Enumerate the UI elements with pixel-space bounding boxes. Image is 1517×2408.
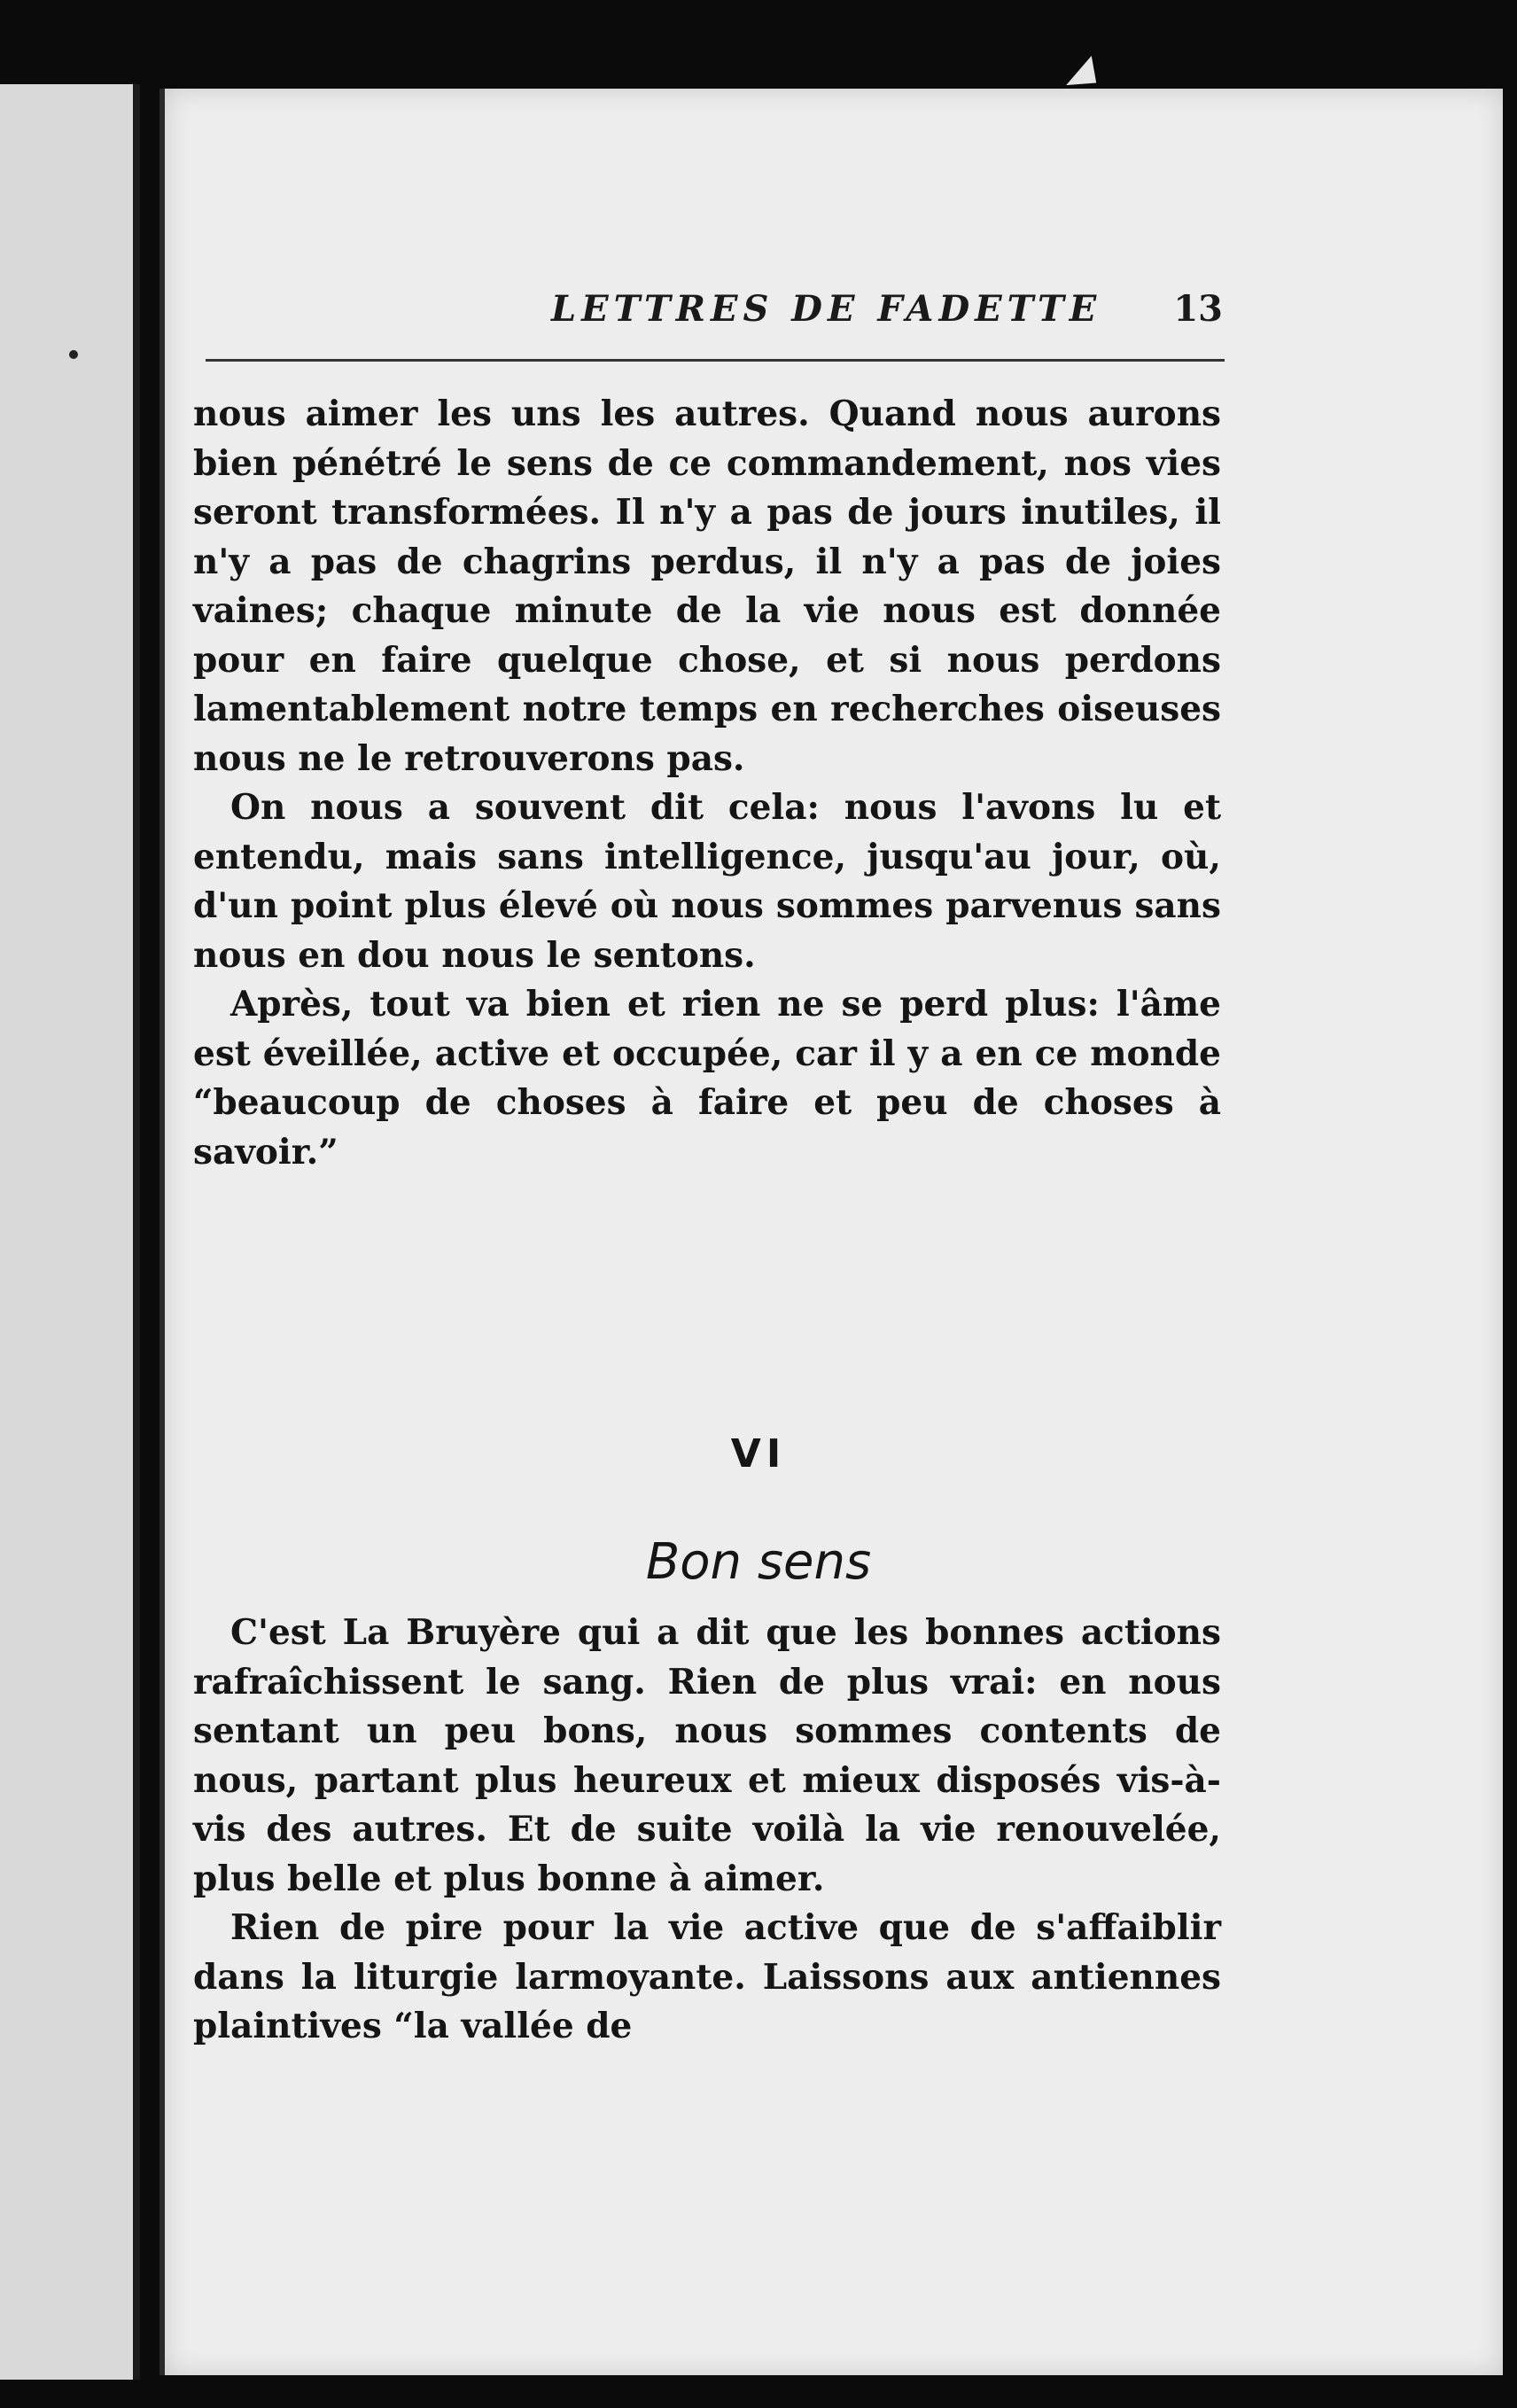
paragraph: On nous a souvent dit cela: nous l'avons lu et entendu, mais sans intelligence, jusqu'au jour, où, d'un point plus élevé où nous sommes parvenus sans nous en dou nous le sentons. bbox=[193, 787, 1221, 976]
body-text-section-1 bbox=[193, 390, 1221, 1177]
chapter-title: Bon sens bbox=[645, 1533, 872, 1591]
paragraph: nous aimer les uns les autres. Quand nous aurons bien pénétré le sens de ce commandement, nos vies seront transformées. Il n'y a pas de jours inutiles, il n'y a pas de chagrins perdus, il n'y a pas de joies vaines; chaque minute de la vie nous est donnée pour en faire quelque chose, et si nous perdons lamentablement notre temps en recherches oiseuses nous ne le retrouverons pas. bbox=[193, 394, 1221, 779]
header-rule bbox=[206, 359, 1225, 362]
running-title: LETTRES DE FADETTE bbox=[551, 288, 1102, 330]
scan-speck bbox=[69, 350, 78, 359]
paragraph: Après, tout va bien et rien ne se perd plus: l'âme est éveillée, active et occupée, car il y a en ce monde “beaucoup de choses à faire et peu de choses à savoir.” bbox=[193, 984, 1221, 1173]
facing-page-edge bbox=[0, 84, 140, 2380]
running-head bbox=[208, 288, 1223, 359]
paragraph: Rien de pire pour la vie active que de s'affaiblir dans la liturgie larmoyante. Laissons aux antiennes plaintives “la vallée de bbox=[193, 1907, 1221, 2046]
page-number: 13 bbox=[1173, 288, 1223, 330]
body-text-section-2 bbox=[193, 1609, 1221, 2052]
chapter-number: VI bbox=[730, 1431, 787, 1477]
paragraph: C'est La Bruyère qui a dit que les bonnes actions rafraîchissent le sang. Rien de plus vrai: en nous sentant un peu bons, nous sommes contents de nous, partant plus heureux et mieux disposés vis-à-vis des autres. Et de suite voilà la vie renouvelée, plus belle et plus bonne à aimer. bbox=[193, 1612, 1221, 1899]
